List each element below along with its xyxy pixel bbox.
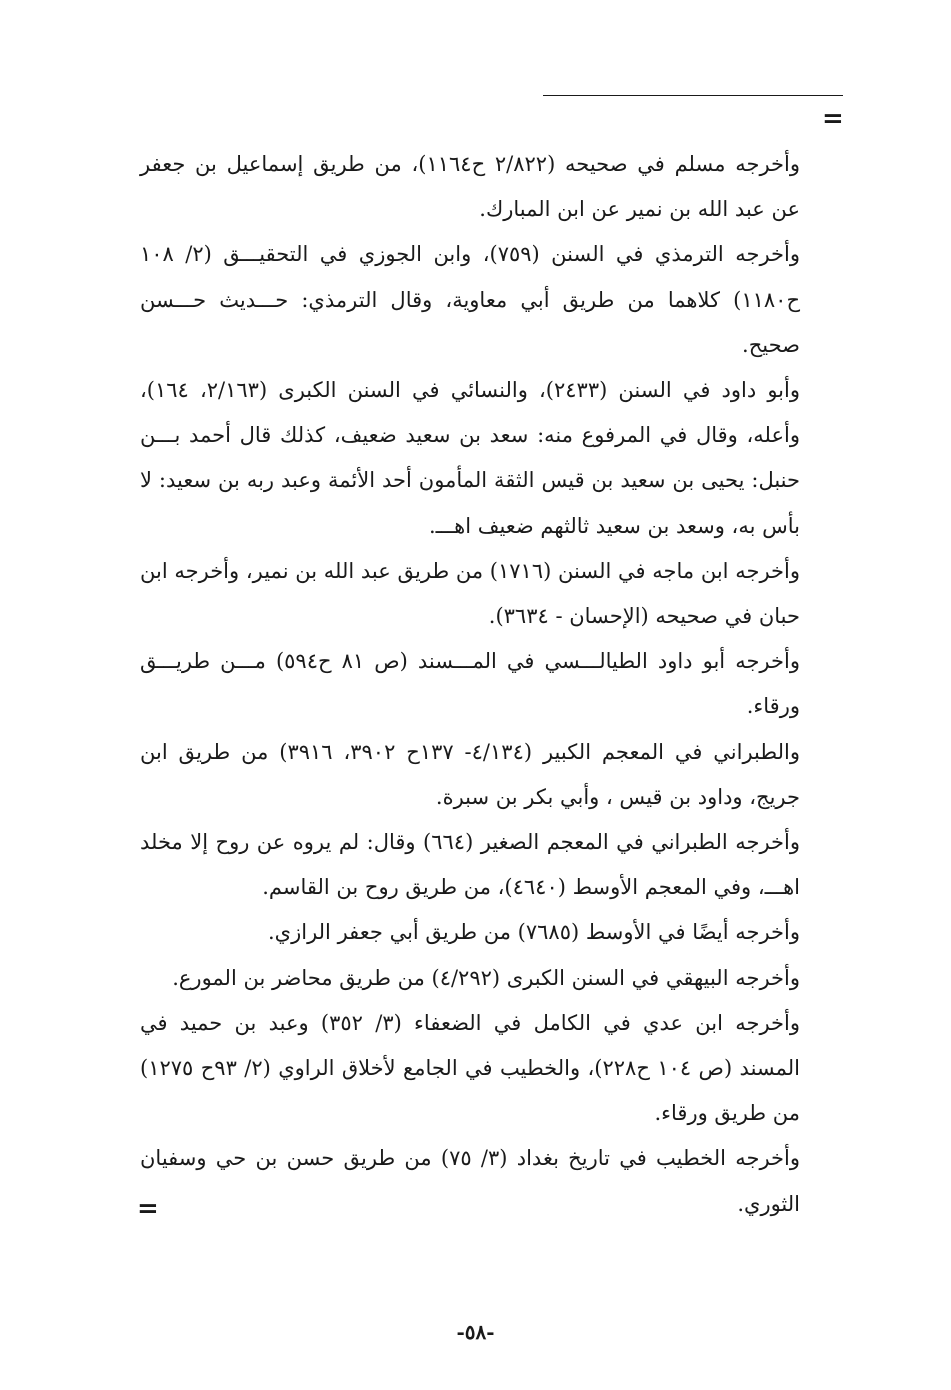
paragraph-7: وأخرجه الطبراني في المعجم الصغير (٦٦٤) وقال: لم يروه عن روح إلا مخلد اهـــ، وفي المعجم الأوسط (٤٦٤٠)، من طريق روح بن القاسم.	[140, 830, 800, 900]
footnote-separator-rule	[543, 95, 843, 96]
page-number: -٥٨-	[456, 1320, 495, 1344]
footnote-text-block	[140, 142, 800, 1227]
paragraph-2: وأخرجه الترمذي في السنن (٧٥٩)، وابن الجوزي في التحقيـــق (٢/ ١٠٨ ح١١٨٠) كلاهما من طريق أبي معاوية، وقال الترمذي: حـــديث حـــسن صحيح.	[140, 242, 800, 357]
paragraph-4: وأخرجه ابن ماجه في السنن (١٧١٦) من طريق عبد الله بن نمير، وأخرجه ابن حبان في صحيحه (الإحسان - ٣٦٣٤).	[140, 558, 800, 629]
continuation-mark-top: =	[822, 104, 844, 134]
paragraph-10: وأخرجه ابن عدي في الكامل في الضعفاء (٣/ ٣٥٢) وعبد بن حميد في المسند (ص ١٠٤ ح٢٢٨)، والخطيب في الجامع لأخلاق الراوي (٢/ ٩٣ح ١٢٧٥) من طريق ورقاء.	[140, 1010, 801, 1126]
paragraph-5: وأخرجه أبو داود الطيالـــسي في المـــسند (ص ٨١ ح٥٩٤) مـــن طريـــق ورقاء.	[140, 649, 800, 719]
continuation-mark-bottom: =	[137, 1194, 159, 1224]
paragraph-8: وأخرجه أيضًا في الأوسط (٧٦٨٥) من طريق أبي جعفر الرازي.	[267, 920, 800, 945]
paragraph-11: وأخرجه الخطيب في تاريخ بغداد (٣/ ٧٥) من طريق حسن بن حي وسفيان الثوري.	[140, 1146, 800, 1216]
paragraph-3: وأبو داود في السنن (٢٤٣٣)، والنسائي في السنن الكبرى (٢/١٦٣، ١٦٤)، وأعله، وقال في المرفوع منه: سعد بن سعيد ضعيف، كذلك قال أحمد بـــن حنبل: يحيى بن سعيد بن قيس الثقة المأمون أحد الأئمة وعبد ربه بن سعيد: لا بأس به، وسعد بن سعيد ثالثهم ضعيف اهـــ.	[140, 378, 801, 538]
paragraph-1: وأخرجه مسلم في صحيحه (٢/٨٢٢ ح١١٦٤)، من طريق إسماعيل بن جعفر عن عبد الله بن نمير عن ابن المبارك.	[140, 152, 800, 222]
paragraph-9: وأخرجه البيهقي في السنن الكبرى (٤/٢٩٢) من طريق محاضر بن المورع.	[172, 965, 800, 990]
paragraph-6: والطبراني في المعجم الكبير (٤/١٣٤- ١٣٧ح ٣٩٠٢، ٣٩١٦) من طريق ابن جريج، وداود بن قيس ، وأبي بكر بن سبرة.	[140, 739, 800, 809]
